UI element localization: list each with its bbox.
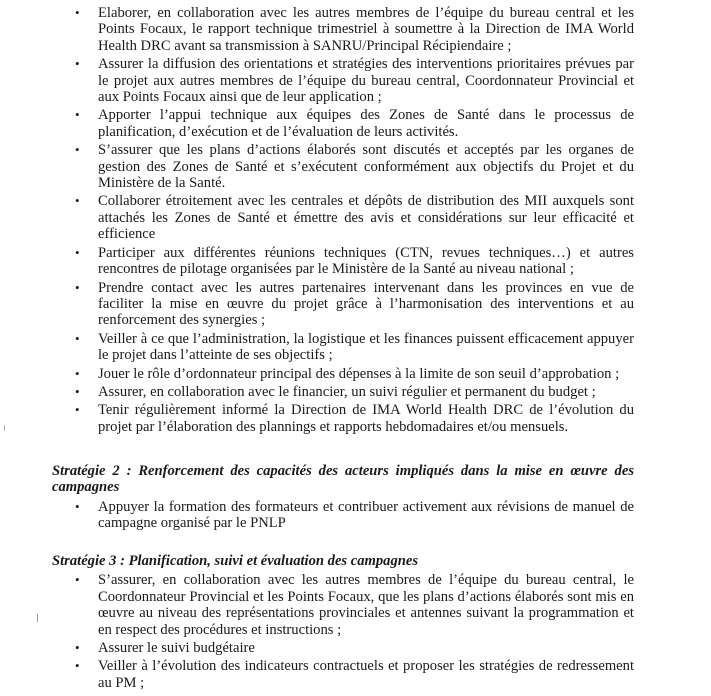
list-item-text: Assurer le suivi budgétaire — [98, 640, 255, 657]
scan-mark — [4, 425, 5, 431]
list-item-text: Apporter l’appui technique aux équipes des Zones de Santé dans le processus de planification, d’exécution et de l’évaluation de leurs activités. — [98, 107, 634, 140]
list-item — [0, 56, 711, 105]
bullet-icon: • — [75, 279, 80, 295]
bullet-icon: • — [75, 142, 80, 158]
scan-mark — [37, 614, 38, 622]
strategy-3-section — [0, 553, 711, 693]
strategy-2-heading: Stratégie 2 : Renforcement des capacités des acteurs impliqués dans la mise en œuvre des campagnes — [52, 463, 634, 496]
list-item-text: Jouer le rôle d’ordonnateur principal des dépenses à la limite de son seuil d’approbation ; — [98, 365, 620, 382]
bullet-icon: • — [75, 193, 80, 209]
strategy-2-list — [0, 499, 711, 532]
bullet-icon: • — [75, 330, 80, 346]
list-item — [0, 402, 711, 435]
strategy-2-section — [0, 463, 711, 534]
responsibilities-list — [0, 5, 711, 435]
list-item-text: Collaborer étroitement avec les centrales et dépôts de distribution des MII auxquels sont attachés les Zones de Santé et émettre des avis et considérations sur leur efficacité et efficience — [98, 193, 634, 243]
bullet-icon: • — [75, 56, 80, 72]
bullet-icon: • — [75, 402, 80, 418]
list-item — [0, 384, 711, 400]
list-item-text: Veiller à ce que l’administration, la logistique et les finances puissent efficacement appuyer le projet dans l’atteinte de ses objectifs ; — [98, 330, 634, 364]
list-item — [0, 572, 711, 638]
bullet-icon: • — [75, 107, 80, 123]
bullet-icon: • — [75, 658, 80, 674]
list-item-text: Participer aux différentes réunions techniques (CTN, revues techniques…) et autres rencontres de pilotage organisées par le Ministère de la Santé au niveau national ; — [98, 244, 634, 278]
list-item — [0, 280, 711, 329]
list-item-text: Assurer la diffusion des orientations et stratégies des interventions prioritaires prévues par le projet aux autres membres de l’équipe du bureau central, Coordonnateur Provincial et aux Points Focaux ainsi que de leur application ; — [98, 56, 634, 106]
list-item — [0, 331, 711, 364]
strategy-3-list — [0, 572, 711, 691]
list-item-text: Assurer, en collaboration avec le financier, un suivi régulier et permanent du budget ; — [98, 383, 596, 400]
list-item — [0, 658, 711, 691]
list-item — [0, 142, 711, 191]
list-item — [0, 5, 711, 54]
bullet-icon: • — [75, 383, 80, 399]
list-item — [0, 245, 711, 278]
strategy-3-heading: Stratégie 3 : Planification, suivi et évaluation des campagnes — [52, 553, 419, 569]
list-item — [0, 107, 711, 140]
bullet-icon: • — [75, 498, 80, 514]
bullet-icon: • — [75, 5, 80, 20]
list-item-text: S’assurer, en collaboration avec les autres membres de l’équipe du bureau central, le Coordonnateur Provincial et les Points Focaux, que les plans d’actions élaborés sont mis en œuvre au niveau des représentations provinciales et antennes suivant la programmation et en respect des procédures et instructions ; — [98, 572, 634, 638]
list-item-text: S’assurer que les plans d’actions élaborés sont discutés et acceptés par les organes de gestion des Zones de Santé et s’exécutent conformément aux objectifs du Projet et du Ministère de la Santé. — [98, 142, 634, 192]
bullet-icon: • — [75, 244, 80, 260]
list-item — [0, 640, 711, 656]
list-item — [0, 193, 711, 242]
list-item — [0, 366, 711, 382]
responsibilities-section — [0, 5, 711, 437]
bullet-icon: • — [75, 640, 80, 656]
list-item — [0, 499, 711, 532]
list-item-text: Tenir régulièrement informé la Direction de IMA World Health DRC de l’évolution du projet par l’élaboration des plannings et rapports hebdomadaires et/ou mensuels. — [98, 402, 634, 435]
list-item-text: Veiller à l’évolution des indicateurs contractuels et proposer les stratégies de redressement au PM ; — [98, 658, 634, 691]
bullet-icon: • — [75, 572, 80, 588]
list-item-text: Prendre contact avec les autres partenaires intervenant dans les provinces en vue de faciliter la mise en œuvre du projet grâce à l’harmonisation des interventions et au renforcement des synergies ; — [98, 279, 634, 329]
bullet-icon: • — [75, 365, 80, 381]
list-item-text: Appuyer la formation des formateurs et contribuer activement aux révisions de manuel de campagne organisé par le PNLP — [98, 498, 634, 532]
list-item-text: Elaborer, en collaboration avec les autres membres de l’équipe du bureau central et les Points Focaux, le rapport technique trimestriel à soumettre à la Direction de IMA World Health DRC avant sa transmission à SANRU/Principal Récipiendaire ; — [98, 5, 634, 54]
